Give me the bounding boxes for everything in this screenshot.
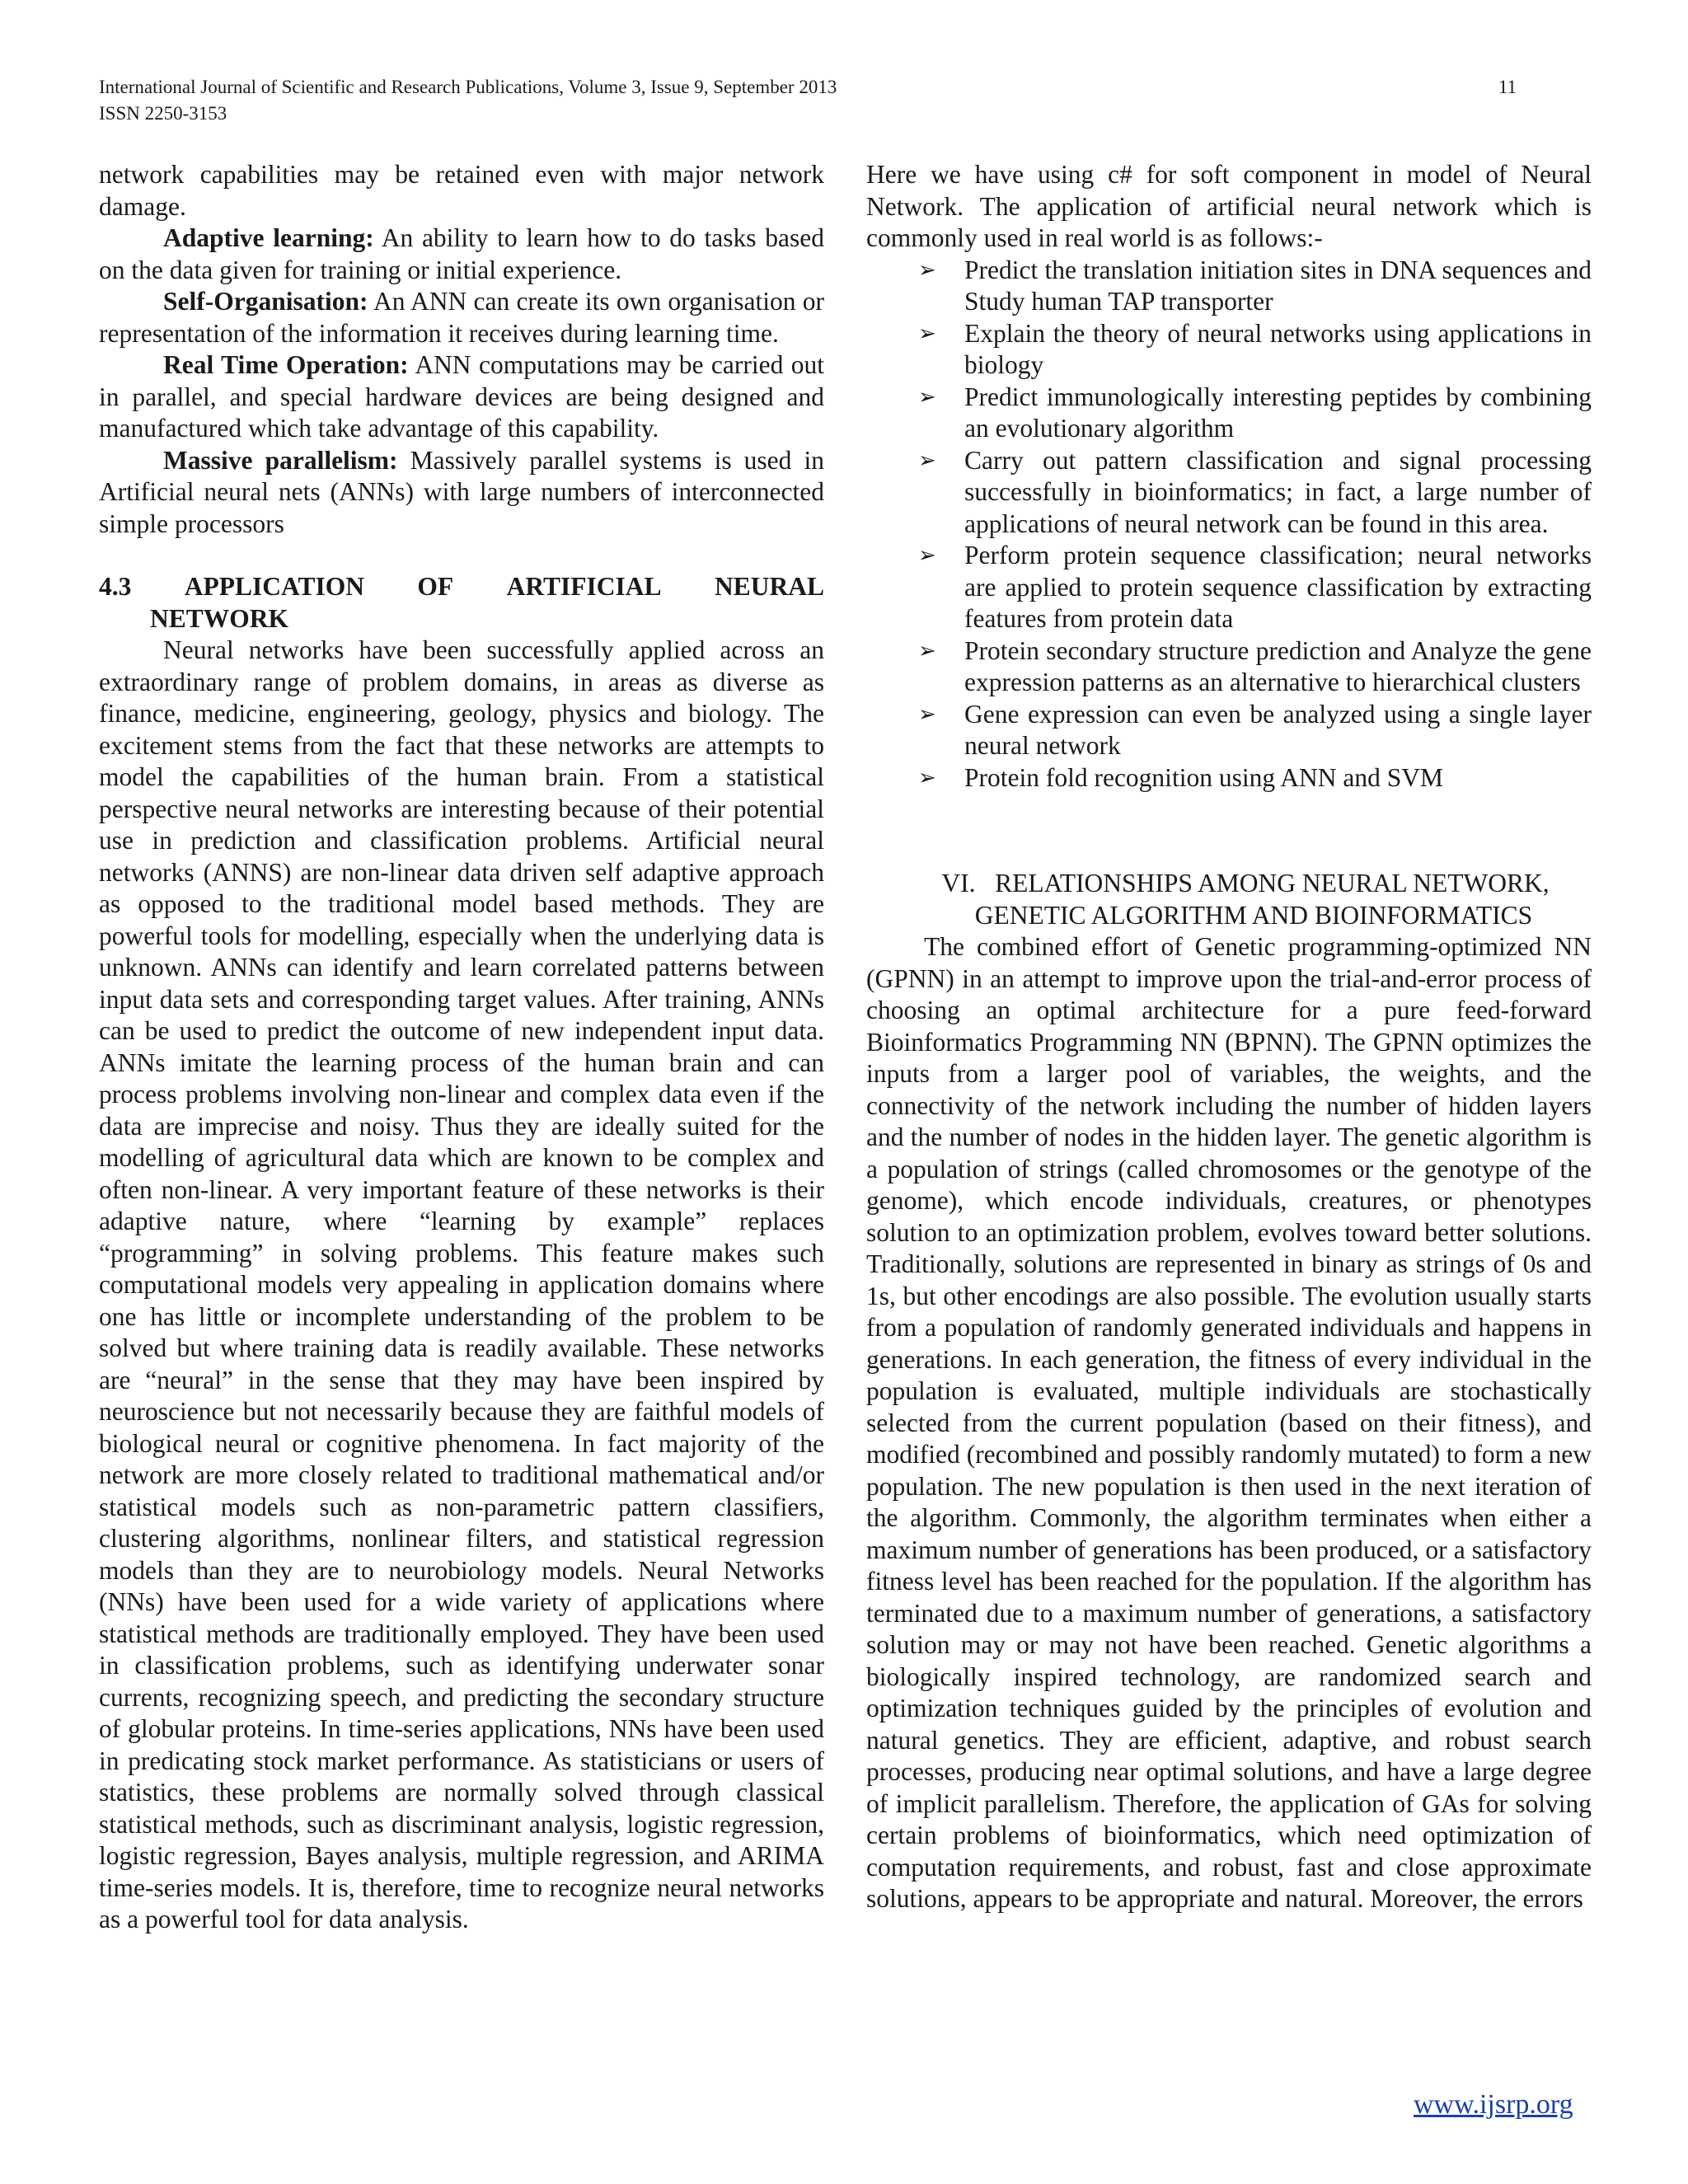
spacer [99,540,824,571]
list-item-text: Protein secondary structure prediction and Analyze the gene expression patterns as an alternative to hierarchical clusters [964,635,1592,696]
arrow-bullet-icon: ➢ [918,448,936,473]
real-time-operation-term: Real Time Operation: [163,350,409,379]
section-word: NEURAL [714,572,824,601]
spacer [866,794,1592,868]
list-item-text: Predict immunologically interesting peptides by combining an evolutionary algorithm [964,382,1592,443]
list-item [866,699,1592,762]
page-number: 11 [1498,77,1517,97]
section-4-3-body: Neural networks have been successfully applied across an extraordinary range of problem domains, in areas as diverse as finance, medicine, engineering, geology, physics and biology. The excitement stems from the fact that these networks are attempts to model the capabilities of the human brain. From a statistical perspective neural networks are interesting because of their potential use in prediction and classification problems. Artificial neural networks (ANNS) are non-linear data driven self adaptive approach as opposed to the traditional model based methods. They are powerful tools for modelling, especially when the underlying data is unknown. ANNs can identify and learn correlated patterns between input data sets and corresponding target values. After training, ANNs can be used to predict the outcome of new independent input data. ANNs imitate the learning process of the human brain and can process problems involving non-linear and complex data even if the data are imprecise and noisy. Thus they are ideally suited for the modelling of agricultural data which are known to be complex and often non-linear. A very important feature of these networks is their adaptive nature, where “learning by example” replaces “programming” in solving problems. This feature makes such computational models very appealing in application domains where one has little or incomplete understanding of the problem to be solved but where training data is readily available. These networks are “neural” in the sense that they may have been inspired by neuroscience but not necessarily because they are faithful models of biological neural or cognitive phenomena. In fact majority of the network are more closely related to traditional mathematical and/or statistical models such as non-parametric pattern classifiers, clustering algorithms, nonlinear filters, and statistical regression models than they are to neurobiology models. Neural Networks (NNs) have been used for a wide variety of applications where statistical methods are traditionally employed. They have been used in classification problems, such as identifying underwater sonar currents, recognizing speech, and predicting the secondary structure of globular proteins. In time-series applications, NNs have been used in predicating stock market performance. As statisticians or users of statistics, these problems are normally solved through classical statistical methods, such as discriminant analysis, logistic regression, logistic regression, Bayes analysis, multiple regression, and ARIMA time-series models. It is, therefore, time to recognize neural networks as a powerful tool for data analysis. [99,635,824,1933]
section-word: ARTIFICIAL [506,572,662,601]
adaptive-learning-term: Adaptive learning: [163,223,374,252]
arrow-bullet-icon: ➢ [918,701,936,727]
right-column [866,159,1592,1915]
applications-list [866,255,1592,794]
list-item-text: Explain the theory of neural networks using applications in biology [964,318,1592,379]
section-word: OF [417,572,454,601]
continuation-paragraph: network capabilities may be retained even with major network damage. [99,160,824,221]
list-item [866,635,1592,699]
page-header [99,74,1517,127]
massive-parallelism-term: Massive parallelism: [163,445,398,475]
list-item [866,382,1592,445]
list-item-text: Carry out pattern classification and signal processing successfully in bioinformatics; in fact, a large number of applications of neural network can be found in this area. [964,445,1592,538]
self-organisation-text: An ANN can create its own organisation or representation of the information it receives during learning time. [99,287,824,348]
real-time-operation-text: ANN computations may be carried out in parallel, and special hardware devices are being designed and manufactured which take advantage of this capability. [99,350,824,443]
section-vi-title-line1: RELATIONSHIPS AMONG NEURAL NETWORK, [995,869,1550,898]
massive-parallelism-paragraph [99,445,824,541]
list-item [866,540,1592,635]
section-heading-vi [866,868,1592,931]
self-organisation-paragraph [99,286,824,349]
massive-parallelism-text: Massively parallel systems is used in Artificial neural nets (ANNs) with large numbers of interconnected simple processors [99,445,824,538]
section-vi-body: The combined effort of Genetic programming-optimized NN (GPNN) in an attempt to improve upon the trial-and-error process of choosing an optimal architecture for a pure feed-forward Bioinformatics Programming NN (BPNN). The GPNN optimizes the inputs from a larger pool of variables, the weights, and the connectivity of the network including the number of hidden layers and the number of nodes in the hidden layer. The genetic algorithm is a population of strings (called chromosomes or the genotype of the genome), which encode individuals, creatures, or phenotypes solution to an optimization problem, evolves toward better solutions. Traditionally, solutions are represented in binary as strings of 0s and 1s, but other encodings are also possible. The evolution usually starts from a population of randomly generated individuals and happens in generations. In each generation, the fitness of every individual in the population is evaluated, multiple individuals are stochastically selected from the current population (based on their fitness), and modified (recombined and possibly randomly mutated) to form a new population. The new population is then used in the next iteration of the algorithm. Commonly, the algorithm terminates when either a maximum number of generations has been produced, or a satisfactory fitness level has been reached for the population. If the algorithm has terminated due to a maximum number of generations, a satisfactory solution may or may not have been reached. Genetic algorithms a biologically inspired technology, are randomized search and optimization techniques guided by the principles of evolution and natural genetics. They are efficient, adaptive, and robust search processes, producing near optimal solutions, and have a large degree of implicit parallelism. Therefore, the application of GAs for solving certain problems of bioinformatics, which need optimization of computation requirements, and robust, fast and close approximate solutions, appears to be appropriate and natural. Moreover, the errors [866,932,1592,1913]
issn: ISSN 2250-3153 [99,103,227,124]
adaptive-learning-paragraph [99,223,824,286]
list-item-text: Perform protein sequence classification; neural networks are applied to protein sequence classification by extracting features from protein data [964,541,1592,633]
section-vi-title-line2: GENETIC ALGORITHM AND BIOINFORMATICS [974,900,1533,930]
section-word: NETWORK [150,603,289,633]
list-item [866,318,1592,382]
section-heading-4-3 [99,571,824,635]
arrow-bullet-icon: ➢ [918,321,936,346]
journal-citation: International Journal of Scientific and Research Publications, Volume 3, Issue 9, September 2013 [99,77,837,97]
list-item-text: Protein fold recognition using ANN and SVM [964,762,1443,792]
list-item [866,255,1592,318]
section-word: APPLICATION [184,572,364,601]
section-vi-number: VI. [941,869,976,898]
list-item [866,762,1592,794]
adaptive-learning-text: An ability to learn how to do tasks based on the data given for training or initial experience. [99,223,824,284]
list-item-text: Predict the translation initiation sites in DNA sequences and Study human TAP transporter [964,255,1592,316]
arrow-bullet-icon: ➢ [918,543,936,568]
section-number: 4.3 [99,572,132,601]
arrow-bullet-icon: ➢ [918,765,936,790]
self-organisation-term: Self-Organisation: [163,287,368,316]
list-item-text: Gene expression can even be analyzed using a single layer neural network [964,699,1592,760]
real-time-operation-paragraph [99,349,824,445]
left-column [99,159,824,1936]
list-item [866,445,1592,541]
arrow-bullet-icon: ➢ [918,257,936,283]
arrow-bullet-icon: ➢ [918,384,936,410]
applications-intro: Here we have using c# for soft component in model of Neural Network. The application of artificial neural network which is commonly used in real world is as follows:- [866,160,1592,252]
journal-website-link[interactable]: www.ijsrp.org [1414,2089,1573,2120]
arrow-bullet-icon: ➢ [918,638,936,663]
